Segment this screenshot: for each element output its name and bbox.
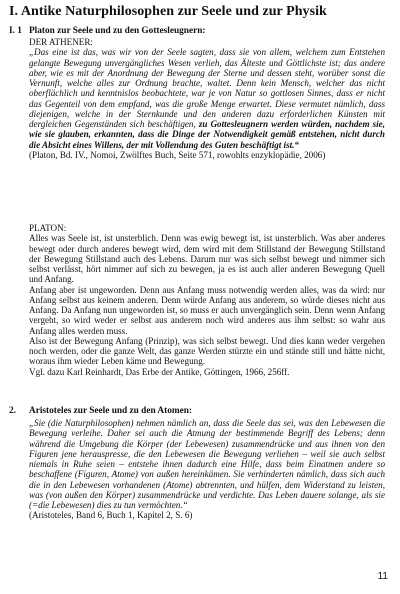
platon-para-1: Alles was Seele ist, ist unsterblich. Denn was ewig bewegt ist, ist unsterblich. Was aber anderes bewegt oder durch anderes bewegt wird, dem wird mit dem Stillstand der Bewegung Stillstand der Bewegung Stillstand auch des Lebens. Darum nur was sich selbst bewegt und nimmer sich selbst verlässt, hört nimmer auf sich zu bewegen, ja es ist auch aller anderen Bewegung Quell und Anfang. <box>29 233 385 285</box>
athener-quote <box>29 47 385 150</box>
athener-quote-italic: „Das eine ist das, was wir von der Seele sagten, dass sie von allem, welchem zum Entstehen gelangte Bewegung unvergängliches Wesen verlieh, das Älteste und Göttlichste ist; das andere aber, wie es mit der Anordnung der Bewegung der Sterne und dessen steht, worüber sonst die Vernunft, welche alles zur Ordnung brachte, waltet. Denn kein Mensch, welcher das nicht oberflächlich und kenntnislos beobachtete, war je von Natur so gottlosen Sinnes, dass er nicht das Gegenteil von dem empfand, was die große Menge erwartet. Diese vermutet nämlich, dass diejenigen, welche in der Sternkunde und den anderen dazu erforderlichen Künsten mit dergleichen Gegenständen sich beschäftigen, <box>29 47 385 129</box>
section-2-heading <box>9 406 192 416</box>
speaker-platon: PLATON: <box>29 223 67 233</box>
section-1-body <box>29 37 385 160</box>
aristoteles-citation: (Aristoteles, Band 6, Buch 1, Kapitel 2, S. 6) <box>29 510 193 521</box>
page-number: 11 <box>377 571 388 582</box>
platon-para-4: Vgl. dazu Karl Reinhardt, Das Erbe der Antike, Göttingen, 1966, 256ff. <box>29 366 290 377</box>
aristoteles-quote: „Sie (die Naturphilosophen) nehmen nämlich an, dass die Seele das sei, was den Lebewesen die Bewegung verleihe. Daher sei auch die Atmung der bestimmende Begriff des Lebens; denn während die Umgebung die Körper (der Lebewesen) zusammendrücke und aus ihnen von den Figuren jene herauspresse, die den Lebewesen die Bewegung verliehen – weil sie auch selbst niemals in Ruhe seien – entstehe ihnen dadurch eine Hilfe, dass beim Einatmen andere so beschaffene (Figuren, Atome) von außen hereinkämen. Sie verhinderten nämlich, dass sich auch die in den Lebewesen vorhandenen (Atome) abtrennten, und hülfen, dem Widerstand zu leisten, was (von außen den Körper) zusammendrücke und verdichte. Das Leben dauere solange, als sie (=die Lebewesen) dies zu tun vermöchten.“ <box>29 418 385 510</box>
platon-para-2: Anfang aber ist ungeworden. Denn aus Anfang muss notwendig werden alles, was da wird: nur Anfang selbst aus keinem anderen. Denn würde Anfang aus anderem, so würde dieses nicht aus Anfang. Da Anfang nun ungeworden ist, so muss er auch unvergänglich sein. Denn wenn Anfang vergeht, so wird weder er selbst aus anderem noch wird anderes aus ihm selbst: so wahr aus Anfang alles werden muss. <box>29 284 385 336</box>
section-2-title: Aristoteles zur Seele und zu den Atomen: <box>29 406 193 416</box>
platon-para-3: Also ist der Bewegung Anfang (Prinzip), was sich selbst bewegt. Und dies kann weder vergehen noch werden, oder die ganze Welt, das ganze Werden stürzte ein und stände still und hätte nicht, woraus ihm wieder Leben käme und Bewegung. <box>29 335 385 367</box>
speaker-athener: DER ATHENER: <box>29 37 93 47</box>
section-1-title: Platon zur Seele und zu den Gottesleugnern: <box>29 26 206 36</box>
athener-citation: (Platon, Bd. IV., Nomoi, Zwölftes Buch, Seite 571, rowohlts enzyklopädie, 2006) <box>29 149 326 160</box>
section-1-number: I. 1 <box>9 26 22 36</box>
chapter-title: I. Antike Naturphilosophen zur Seele und zur Physik <box>9 4 327 19</box>
section-2-number: 2. <box>9 406 16 416</box>
platon-section <box>29 223 385 377</box>
section-1-heading <box>9 26 205 36</box>
athener-quote-bold: zu Gottesleugnern werden würden, nachdem sie, wie sie glauben, erkannten, dass die Dinge der Notwendigkeit gemäß entstehen, nicht durch die Absicht eines Willens, der mit Vollendung des Guten beschäftigt ist.“ <box>29 119 385 150</box>
section-2-body <box>29 418 385 521</box>
